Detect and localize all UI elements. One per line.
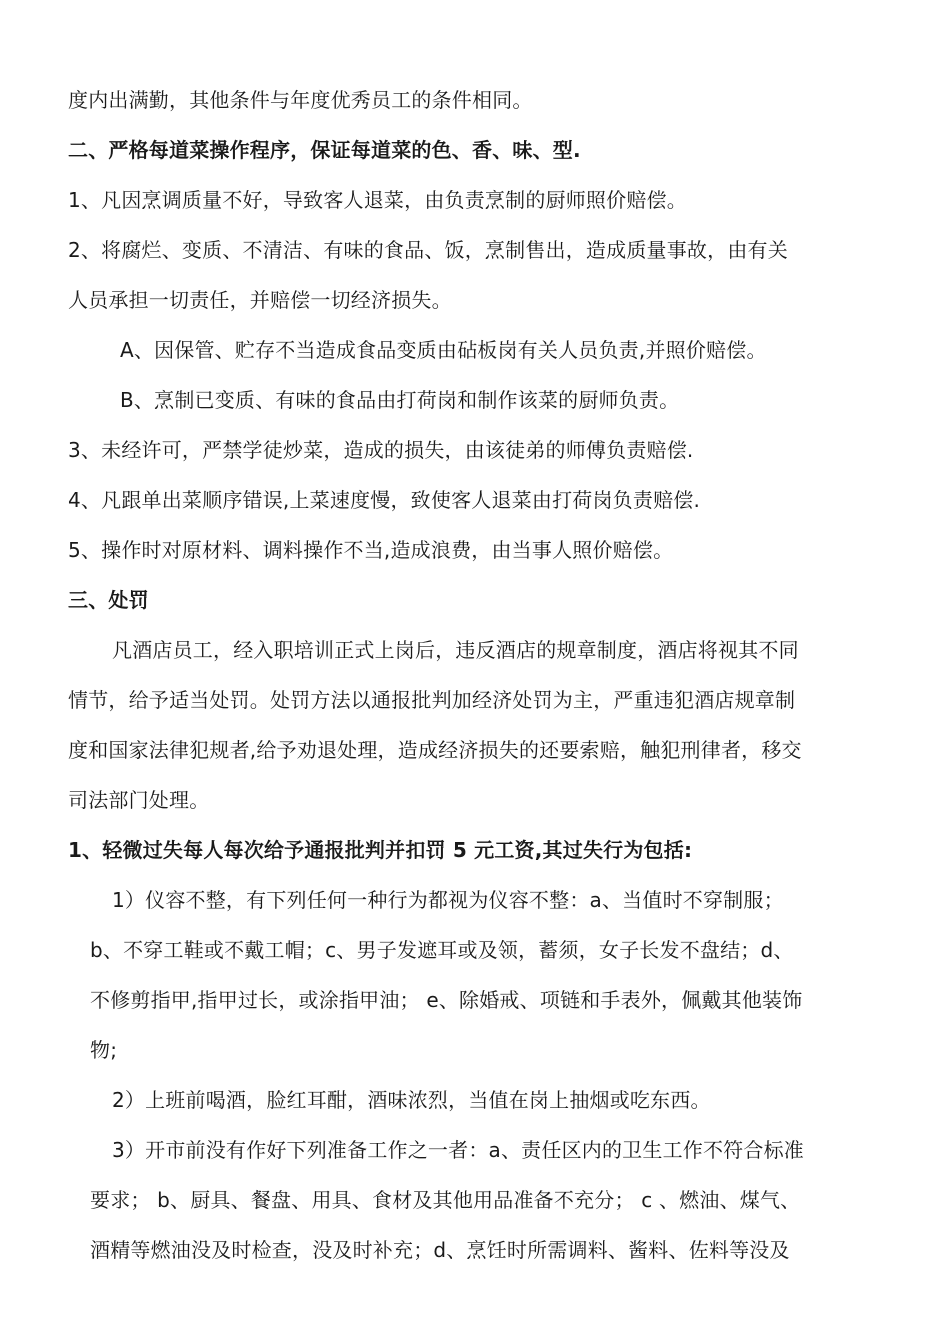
list-item-continuation: 人员承担一切责任，并赔偿一切经济损失。 bbox=[68, 288, 452, 312]
list-item: 2、将腐烂、变质、不清洁、有味的食品、饭，烹制售出，造成质量事故，由有关 bbox=[68, 238, 788, 262]
clause-line: b、不穿工鞋或不戴工帽；c、男子发遮耳或及领，蓄须，女子长发不盘结；d、 bbox=[90, 938, 794, 962]
clause-line: 2）上班前喝酒，脸红耳酣，酒味浓烈，当值在岗上抽烟或吃东西。 bbox=[112, 1088, 711, 1112]
subsection-heading: 1、轻微过失每人每次给予通报批判并扣罚 5 元工资,其过失行为包括: bbox=[68, 838, 693, 862]
section-heading: 三、处罚 bbox=[68, 588, 149, 612]
list-item: 3、未经许可，严禁学徒炒菜，造成的损失，由该徒弟的师傅负责赔偿. bbox=[68, 438, 694, 462]
list-item: 4、凡跟单出菜顺序错误,上菜速度慢，致使客人退菜由打荷岗负责赔偿. bbox=[68, 488, 701, 512]
paragraph-line: 度和国家法律犯规者,给予劝退处理，造成经济损失的还要索赔，触犯刑律者，移交 bbox=[68, 738, 802, 762]
clause-line: 3）开市前没有作好下列准备工作之一者：a、责任区内的卫生工作不符合标准 bbox=[112, 1138, 804, 1162]
clause-line: 物; bbox=[90, 1038, 118, 1062]
clause-line: 1）仪容不整，有下列任何一种行为都视为仪容不整：a、当值时不穿制服； bbox=[112, 888, 784, 912]
paragraph-line: 情节，给予适当处罚。处罚方法以通报批判加经济处罚为主，严重违犯酒店规章制 bbox=[68, 688, 796, 712]
clause-line: 不修剪指甲,指甲过长，或涂指甲油； e、除婚戒、项链和手表外，佩戴其他装饰 bbox=[90, 988, 803, 1012]
paragraph-line: 凡酒店员工，经入职培训正式上岗后，违反酒店的规章制度，酒店将视其不同 bbox=[112, 638, 799, 662]
paragraph-line: 司法部门处理。 bbox=[68, 788, 210, 812]
sub-item: A、因保管、贮存不当造成食品变质由砧板岗有关人员负责,并照价赔偿。 bbox=[120, 338, 767, 362]
text-line: 度内出满勤，其他条件与年度优秀员工的条件相同。 bbox=[68, 88, 533, 112]
clause-line: 酒精等燃油没及时检查，没及时补充；d、烹饪时所需调料、酱料、佐料等没及 bbox=[90, 1238, 790, 1262]
section-heading: 二、严格每道菜操作程序，保证每道菜的色、香、味、型. bbox=[68, 138, 581, 162]
list-item: 1、凡因烹调质量不好，导致客人退菜，由负责烹制的厨师照价赔偿。 bbox=[68, 188, 687, 212]
list-item: 5、操作时对原材料、调料操作不当,造成浪费，由当事人照价赔偿。 bbox=[68, 538, 674, 562]
sub-item: B、烹制已变质、有味的食品由打荷岗和制作该菜的厨师负责。 bbox=[120, 388, 680, 412]
clause-line: 要求； b、厨具、餐盘、用具、食材及其他用品准备不充分； c 、燃油、煤气、 bbox=[90, 1188, 801, 1212]
